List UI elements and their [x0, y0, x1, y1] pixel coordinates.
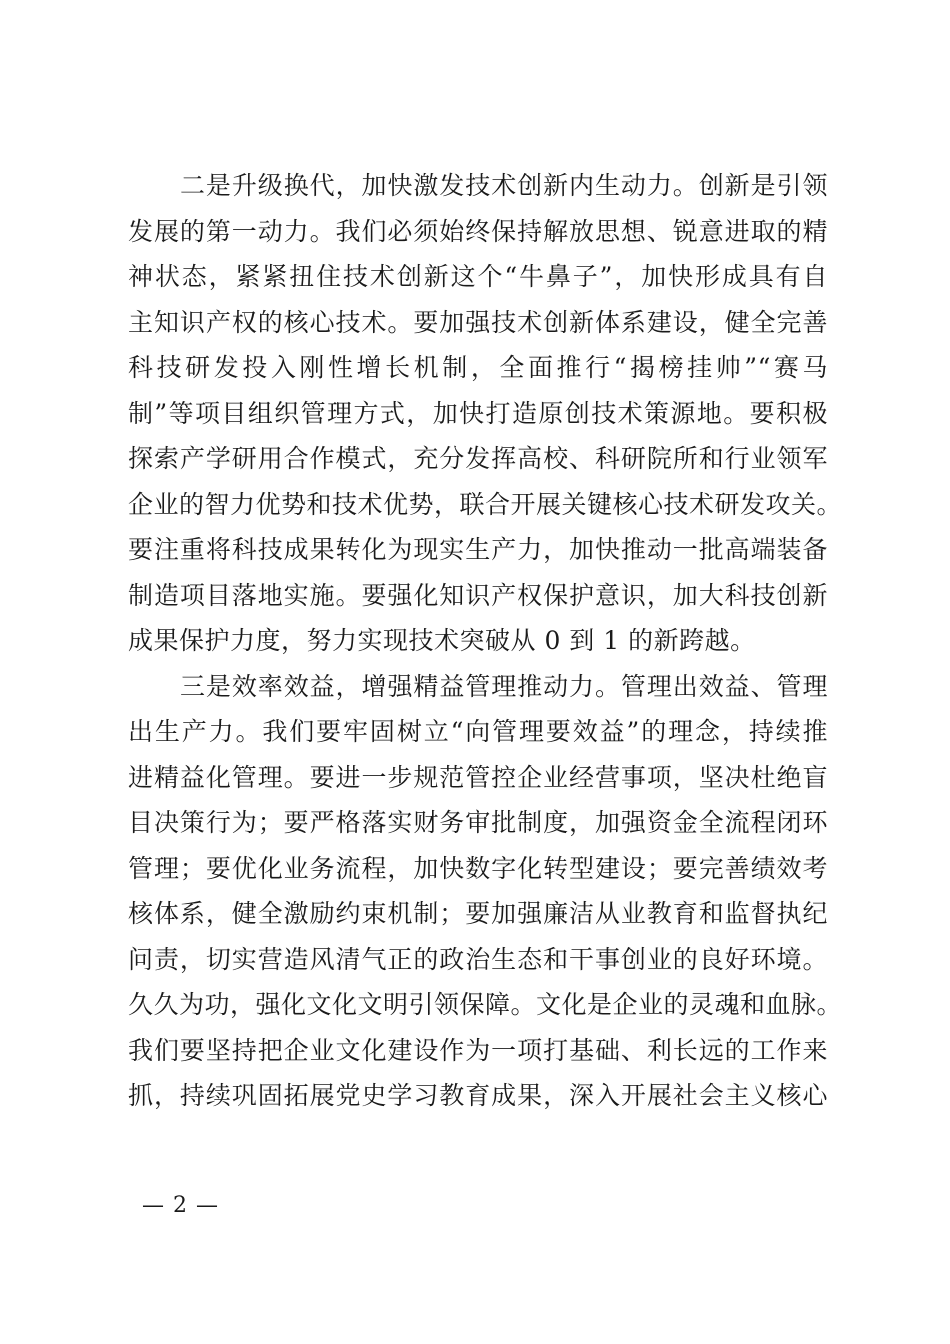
paragraph-line: 成果保护力度，努力实现技术突破从 0 到 1 的新跨越。 — [128, 626, 756, 655]
paragraph-line: 出生产力。我们要牢固树立“向管理要效益”的理念，持续推 — [128, 717, 828, 746]
paragraph-line: 抓，持续巩固拓展党史学习教育成果，深入开展社会主义核心 — [128, 1081, 828, 1110]
paragraph-line: 问责，切实营造风清气正的政治生态和干事创业的良好环境。 — [128, 944, 828, 974]
paragraph-line: 目决策行为；要严格落实财务审批制度，加强资金全流程闭环 — [128, 808, 828, 837]
paragraph-line: 三是效率效益，增强精益管理推动力。管理出效益、管理 — [180, 671, 828, 701]
paragraph-line: 我们要坚持把企业文化建设作为一项打基础、利长远的工作来 — [128, 1035, 828, 1065]
paragraph-line: 管理；要优化业务流程，加快数字化转型建设；要完善绩效考 — [128, 853, 828, 883]
paragraph-line: 进精益化管理。要进一步规范管控企业经营事项，坚决杜绝盲 — [128, 762, 828, 792]
body-text — [128, 163, 843, 1119]
paragraph-line: 探索产学研用合作模式，充分发挥高校、科研院所和行业领军 — [128, 444, 828, 473]
paragraph-line: 久久为功，强化文化文明引领保障。文化是企业的灵魂和血脉。 — [128, 990, 843, 1019]
paragraph-line: 制造项目落地实施。要强化知识产权保护意识，加大科技创新 — [128, 580, 828, 610]
paragraph-line: 科技研发投入刚性增长机制，全面推行“揭榜挂帅”“赛马 — [128, 353, 828, 382]
paragraph-line: 主知识产权的核心技术。要加强技术创新体系建设，健全完善 — [128, 307, 828, 337]
paragraph-line: 神状态，紧紧扭住技术创新这个“牛鼻子”，加快形成具有自 — [128, 262, 828, 291]
paragraph-line: 二是升级换代，加快激发技术创新内生动力。创新是引领 — [180, 171, 828, 200]
paragraph-line: 核体系，健全激励约束机制；要加强廉洁从业教育和监督执纪 — [128, 899, 828, 928]
paragraph-line: 发展的第一动力。我们必须始终保持解放思想、锐意进取的精 — [128, 216, 828, 246]
paragraph-line: 要注重将科技成果转化为现实生产力，加快推动一批高端装备 — [128, 535, 828, 564]
paragraph-line: 企业的智力优势和技术优势，联合开展关键核心技术研发攻关。 — [128, 489, 843, 519]
page-number: — 2 — — [142, 1193, 219, 1218]
paragraph-line: 制”等项目组织管理方式，加快打造原创技术策源地。要积极 — [128, 398, 828, 428]
